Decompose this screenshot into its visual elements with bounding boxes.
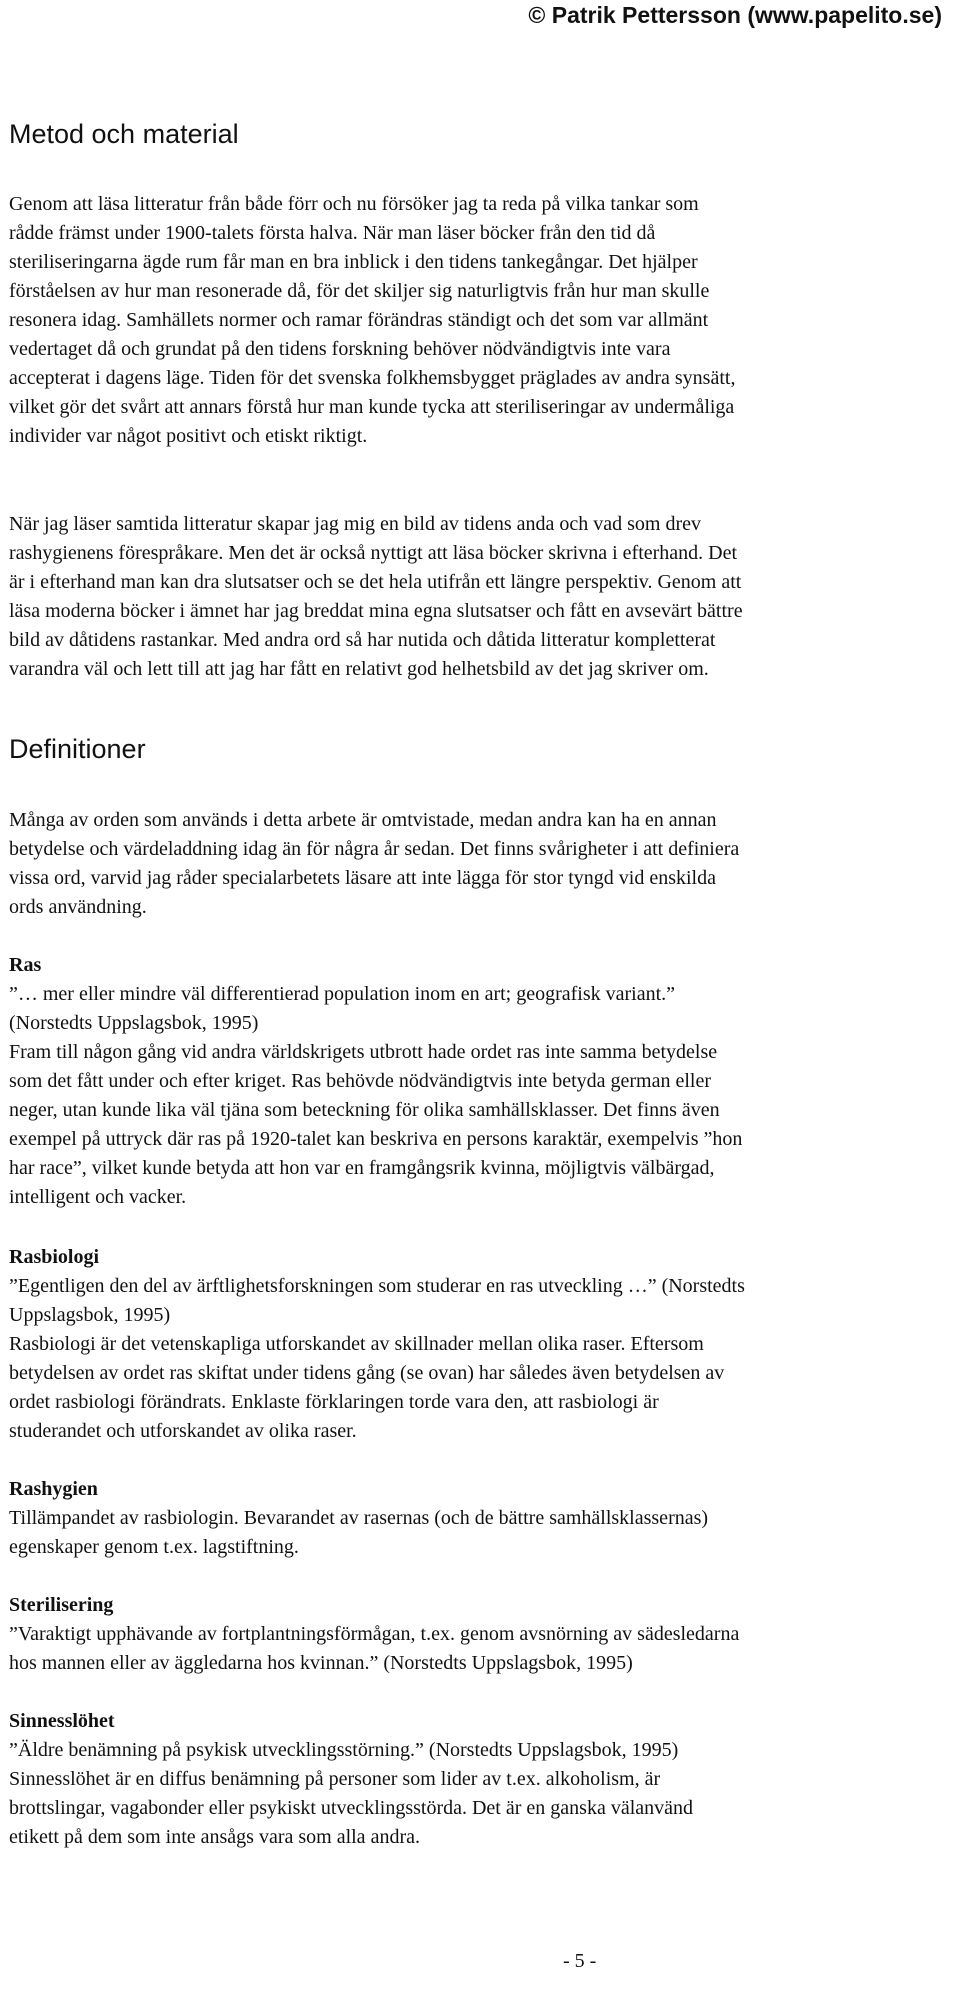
text-line: När jag läser samtida litteratur skapar jag mig en bild av tidens anda och vad som drev	[9, 513, 702, 535]
method-paragraph-2	[9, 510, 955, 684]
term-sterilisering	[9, 1591, 955, 1678]
text-line: vissa ord, varvid jag råder specialarbetets läsare att inte lägga för stor tyngd vid enskilda	[9, 867, 716, 889]
text-line: rådde främst under 1900-talets första halva. När man läser böcker från den tid då	[9, 222, 656, 244]
text-line: Uppslagsbok, 1995)	[9, 1304, 171, 1326]
term-heading: Sterilisering	[9, 1594, 114, 1616]
text-line: ”Varaktigt upphävande av fortplantningsförmågan, t.ex. genom avsnörning av sädesledarna	[9, 1623, 740, 1645]
text-line: som det fått under och efter kriget. Ras behövde nödvändigtvis inte betyda german eller	[9, 1070, 712, 1092]
text-line: varandra väl och lett till att jag har fått en relativt god helhetsbild av det jag skriver om.	[9, 658, 709, 680]
term-rasbiologi	[9, 1243, 955, 1446]
definitions-intro	[9, 806, 955, 922]
text-line: hos mannen eller av äggledarna hos kvinnan.” (Norstedts Uppslagsbok, 1995)	[9, 1652, 633, 1674]
text-line: egenskaper genom t.ex. lagstiftning.	[9, 1536, 299, 1558]
term-sinnesslohet	[9, 1707, 955, 1852]
text-line: studerandet och utforskandet av olika raser.	[9, 1420, 357, 1442]
text-line: accepterat i dagens läge. Tiden för det svenska folkhemsbygget präglades av andra synsätt,	[9, 367, 736, 389]
term-heading: Rashygien	[9, 1478, 98, 1500]
term-ras	[9, 951, 955, 1212]
text-line: betydelsen av ordet ras skiftat under tidens gång (se ovan) har således även betydelsen av	[9, 1362, 725, 1384]
section-title-definitions: Definitioner	[9, 734, 146, 764]
text-line: individer var något positivt och etiskt riktigt.	[9, 425, 368, 447]
text-line: Många av orden som används i detta arbete är omtvistade, medan andra kan ha en annan	[9, 809, 717, 831]
text-line: Genom att läsa litteratur från både förr och nu försöker jag ta reda på vilka tankar som	[9, 193, 699, 215]
page-number: - 5 -	[563, 1950, 597, 1972]
text-line: förståelsen av hur man resonerade då, för det skiljer sig naturligtvis från hur man skulle	[9, 280, 710, 302]
text-line: vilket gör det svårt att annars förstå hur man kunde tycka att steriliseringar av undermåliga	[9, 396, 735, 418]
text-line: har race”, vilket kunde betyda att hon var en framgångsrik kvinna, möjligtvis välbärgad,	[9, 1157, 715, 1179]
text-line: brottslingar, vagabonder eller psykiskt utvecklingsstörda. Det är en ganska välanvänd	[9, 1797, 694, 1819]
text-line: är i efterhand man kan dra slutsatser och se det hela utifrån ett längre perspektiv. Genom att	[9, 571, 742, 593]
text-line: bild av dåtidens rastankar. Med andra ord så har nutida och dåtida litteratur kompletterat	[9, 629, 716, 651]
text-line: ordet rasbiologi förändrats. Enklaste förklaringen torde vara den, att rasbiologi är	[9, 1391, 659, 1413]
text-line: etikett på dem som inte ansågs vara som alla andra.	[9, 1826, 420, 1848]
text-line: intelligent och vacker.	[9, 1186, 187, 1208]
text-line: steriliseringarna ägde rum får man en bra inblick i den tidens tankegångar. Det hjälper	[9, 251, 698, 273]
text-line: Tillämpandet av rasbiologin. Bevarandet av rasernas (och de bättre samhällsklassernas)	[9, 1507, 709, 1529]
text-line: rashygienens förespråkare. Men det är också nyttigt att läsa böcker skrivna i efterhand. Det	[9, 542, 738, 564]
term-heading: Sinnesslöhet	[9, 1710, 115, 1732]
text-line: läsa moderna böcker i ämnet har jag breddat mina egna slutsatser och fått en avsevärt bättre	[9, 600, 743, 622]
text-line: betydelse och värdeladdning idag än för några år sedan. Det finns svårigheter i att definiera	[9, 838, 740, 860]
text-line: (Norstedts Uppslagsbok, 1995)	[9, 1012, 259, 1034]
text-line: neger, utan kunde lika väl tjäna som beteckning för olika samhällsklasser. Det finns även	[9, 1099, 720, 1121]
text-line: exempel på uttryck där ras på 1920-talet kan beskriva en persons karaktär, exempelvis ”hon	[9, 1128, 743, 1150]
method-paragraph-1	[9, 190, 955, 451]
term-heading: Ras	[9, 954, 42, 976]
term-heading: Rasbiologi	[9, 1246, 100, 1268]
text-line: Fram till någon gång vid andra världskrigets utbrott hade ordet ras inte samma betydelse	[9, 1041, 718, 1063]
text-line: Sinnesslöhet är en diffus benämning på personer som lider av t.ex. alkoholism, är	[9, 1768, 661, 1790]
text-line: ords användning.	[9, 896, 147, 918]
text-line: ”Egentligen den del av ärftlighetsforskningen som studerar en ras utveckling …” (Norstedts	[9, 1275, 745, 1297]
section-title-method: Metod och material	[9, 119, 239, 149]
text-line: vedertaget då och grundat på den tidens forskning behöver nödvändigtvis inte vara	[9, 338, 671, 360]
term-rashygien	[9, 1475, 955, 1562]
text-line: ”Äldre benämning på psykisk utvecklingsstörning.” (Norstedts Uppslagsbok, 1995)	[9, 1739, 679, 1761]
copyright-header: © Patrik Pettersson (www.papelito.se)	[528, 2, 942, 28]
text-line: ”… mer eller mindre väl differentierad population inom en art; geografisk variant.”	[9, 983, 676, 1005]
text-line: Rasbiologi är det vetenskapliga utforskandet av skillnader mellan olika raser. Eftersom	[9, 1333, 704, 1355]
text-line: resonera idag. Samhällets normer och ramar förändras ständigt och det som var allmänt	[9, 309, 709, 331]
